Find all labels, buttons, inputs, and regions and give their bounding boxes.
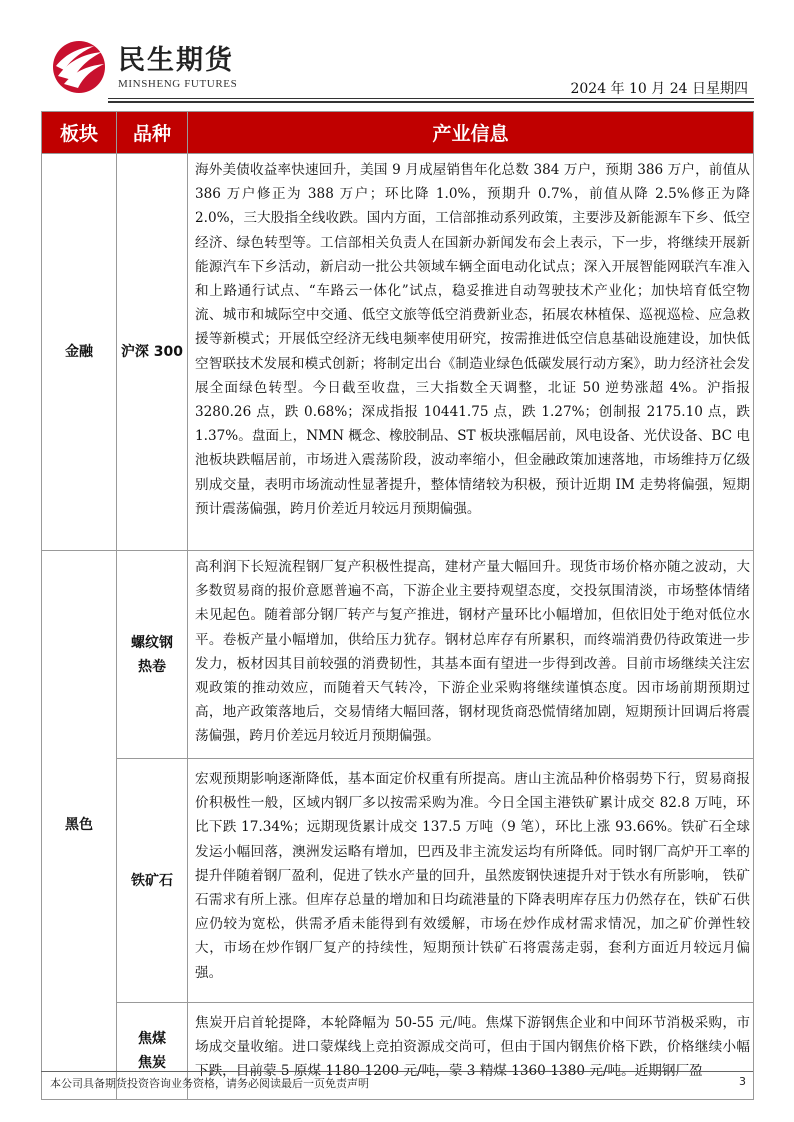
table-header-row bbox=[42, 112, 754, 154]
variety-line: 螺纹钢 bbox=[131, 634, 173, 651]
info-cell bbox=[188, 759, 754, 1003]
info-text: 高利润下长短流程钢厂复产积极性提高，建材产量大幅回升。现货市场价格亦随之波动，大多数贸易商的报价意愿普遍不高，下游企业主要持观望态度，交投氛围清淡，市场整体情绪未见起色。随着部分钢厂转产与复产推进，钢材产量环比小幅增加，但依旧处于绝对低位水平。卷板产量小幅增加，供给压力犹存。钢材总库存有所累积，而终端消费仍待政策进一步发力，板材因其目前较强的消费韧性，其基本面有望进一步得到改善。目前市场继续关注宏观政策的推动效应，而随着天气转冷，下游企业采购将继续谨慎态度。因市场前期预期过高，地产政策落地后，交易情绪大幅回落，钢材现货商恐慌情绪加剧，短期预计回调后将震荡偏强，跨月价差远月较近月预期偏强。 bbox=[195, 559, 750, 745]
brand-name-en: MINSHENG FUTURES bbox=[118, 78, 238, 90]
table-row bbox=[42, 759, 754, 1003]
variety-line: 焦炭 bbox=[138, 1055, 166, 1071]
page-number: 3 bbox=[739, 1075, 746, 1088]
header-rule-thick bbox=[108, 101, 754, 103]
info-cell bbox=[188, 154, 754, 551]
sector-cell: 金融 bbox=[42, 154, 117, 551]
disclaimer-text: 本公司具备期货投资咨询业务资格，请务必阅读最后一页免责声明 bbox=[50, 1077, 369, 1090]
industry-info-table bbox=[41, 111, 754, 1100]
info-cell bbox=[188, 551, 754, 759]
variety-cell: 铁矿石 bbox=[117, 759, 188, 1003]
footer-rule bbox=[41, 1071, 753, 1072]
variety-line: 焦煤 bbox=[138, 1031, 166, 1047]
variety-line: 热卷 bbox=[138, 658, 166, 675]
page-header bbox=[40, 34, 754, 100]
table-row bbox=[42, 154, 754, 551]
header-rule bbox=[108, 98, 754, 99]
brand-name-cn: 民生期货 bbox=[118, 45, 234, 76]
column-header-variety: 品种 bbox=[117, 112, 188, 154]
column-header-sector: 板块 bbox=[42, 112, 117, 154]
variety-cell: 沪深 300 bbox=[117, 154, 188, 551]
table-row bbox=[42, 551, 754, 759]
sector-cell: 黑色 bbox=[42, 551, 117, 1100]
variety-cell bbox=[117, 551, 188, 759]
info-text: 海外美债收益率快速回升，美国 9 月成屋销售年化总数 384 万户，预期 386 万户，前值从 386 万户修正为 388 万户；环比降 1.0%，预期升 0.7%，前值从降 2.5%修正为降 2.0%，三大股指全线收跌。国内方面，工信部推动系列政策，主要涉及新能源车下乡、低空经济、绿色转型等。工信部相关负责人在国新办新闻发布会上表示，下一步，将继续开展新能源汽车下乡活动，新启动一批公共领域车辆全面电动化试点；深入开展智能网联汽车准入和上路通行试点、“车路云一体化”试点，稳妥推进自动驾驶技术产业化；加快培育低空物流、城市和城际空中交通、低空文旅等低空消费新业态，拓展农林植保、巡视巡检、应急救援等新模式；开展低空经济无线电频率使用研究，按需推进低空信息基础设施建设，加快低空智联技术发展和模式创新；将制定出台《制造业绿色低碳发展行动方案》，助力经济社会发展全面绿色转型。今日截至收盘，三大指数全天调整，北证 50 逆势涨超 4%。沪指报 3280.26 点，跌 0.68%；深成指报 10441.75 点，跌 1.27%；创制报 2175.10 点，跌 1.37%。盘面上，NMN 概念、橡胶制品、ST 板块涨幅居前，风电设备、光伏设备、BC 电池板块跌幅居前，市场进入震荡阶段，波动率缩小，但金融政策加速落地，市场维持万亿级别成交量，表明市场流动性显著提升，整体情绪较为积极，预计近期 IM 走势将偏强，短期预计震荡偏强，跨月价差近月较远月预期偏强。 bbox=[195, 162, 750, 517]
column-header-info: 产业信息 bbox=[188, 112, 754, 154]
minsheng-logo-icon bbox=[50, 40, 108, 94]
info-text: 宏观预期影响逐渐降低，基本面定价权重有所提高。唐山主流品种价格弱势下行，贸易商报价积极性一般，区域内钢厂多以按需采购为准。今日全国主港铁矿累计成交 82.8 万吨，环比下跌 17.34%；远期现货累计成交 137.5 万吨（9 笔），环比上涨 93.66%。铁矿石全球发运小幅回落，澳洲发运略有增加，巴西及非主流发运均有所降低。同时钢厂高炉开工率的提升伴随着钢厂盈利，促进了铁水产量的回升，虽然废钢快速提升对于铁水有所影响， 铁矿石需求有所上涨。但库存总量的增加和日均疏港量的下降表明库存压力仍然存在，铁矿石供应仍较为宽松，供需矛盾未能得到有效缓解，市场在炒作成材需求情况，加之矿价弹性较大，市场在炒作钢厂复产的持续性，短期预计铁矿石将震荡走弱，套利方面近月较远月偏强。 bbox=[195, 771, 750, 981]
report-date: 2024 年 10 月 24 日星期四 bbox=[570, 81, 748, 97]
info-text: 焦炭开启首轮提降，本轮降幅为 50-55 元/吨。焦煤下游钢焦企业和中间环节消极采购，市场成交量收缩。进口蒙煤线上竞拍资源成交尚可，但由于国内钢焦价格下跌，价格继续小幅下跌，目前蒙 5 原煤 1180-1200 元/吨，蒙 3 精煤 1360-1380 元/吨。近期钢厂盈 bbox=[195, 1015, 750, 1080]
